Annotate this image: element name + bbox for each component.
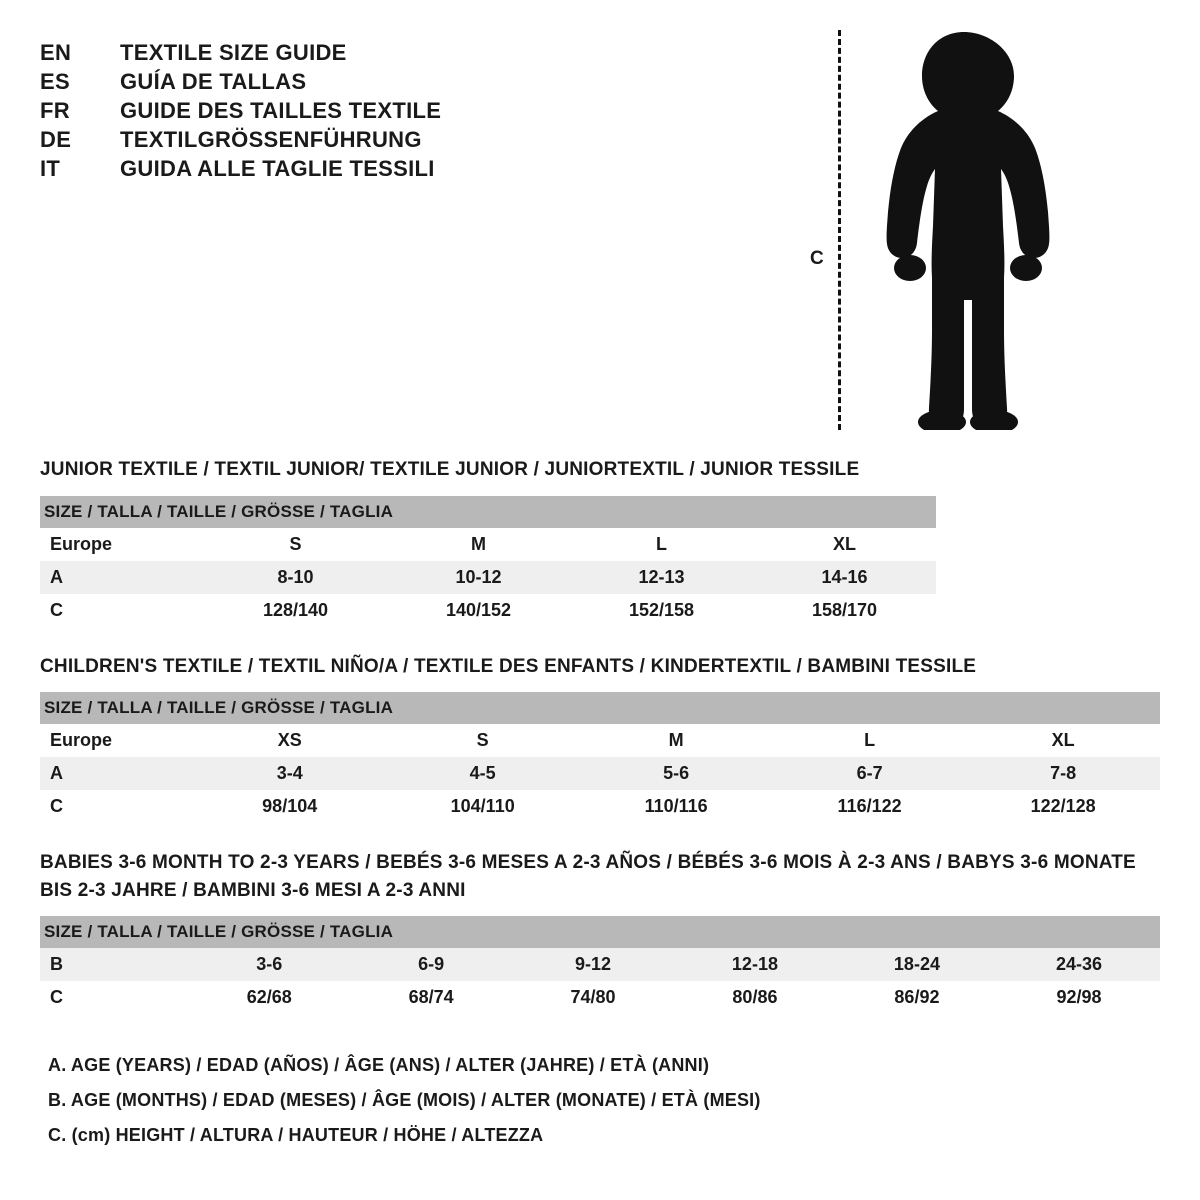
junior-size-table [40, 496, 936, 627]
table-row [40, 790, 1160, 823]
legend [40, 1048, 1160, 1153]
row-value: 12-13 [570, 561, 753, 594]
toddler-silhouette-icon [860, 30, 1070, 430]
row-value: 152/158 [570, 594, 753, 627]
language-code: IT [40, 156, 61, 182]
row-key: A [40, 757, 193, 790]
table-band-row [40, 692, 1160, 724]
band-label: SIZE / TALLA / TAILLE / GRÖSSE / TAGLIA [40, 692, 1160, 724]
row-value: 7-8 [966, 757, 1160, 790]
row-value: 5-6 [579, 757, 772, 790]
row-value: 116/122 [773, 790, 967, 823]
section-junior [40, 456, 1160, 627]
header-size: S [386, 724, 580, 757]
language-code: ES [40, 69, 70, 95]
header-size: M [579, 724, 772, 757]
row-value: 10-12 [387, 561, 570, 594]
language-row-en [40, 38, 441, 67]
table-row [40, 948, 1160, 981]
section-title: CHILDREN'S TEXTILE / TEXTIL NIÑO/A / TEXTILE DES ENFANTS / KINDERTEXTIL / BAMBINI TESSILE [40, 655, 977, 677]
row-value: 4-5 [386, 757, 580, 790]
table-row [40, 757, 1160, 790]
row-value: 86/92 [836, 981, 998, 1014]
language-title: TEXTILE SIZE GUIDE [120, 40, 347, 65]
table-header-row [40, 724, 1160, 757]
table-row [40, 561, 936, 594]
row-value: 98/104 [193, 790, 385, 823]
row-value: 158/170 [753, 594, 936, 627]
row-value: 3-4 [193, 757, 385, 790]
language-title: GUIDE DES TAILLES TEXTILE [120, 98, 442, 124]
table-row [40, 594, 936, 627]
header-size: XS [193, 724, 385, 757]
children-size-table [40, 692, 1160, 823]
row-value: 24-36 [998, 948, 1160, 981]
row-value: 110/116 [579, 790, 772, 823]
section-title: BABIES 3-6 MONTH TO 2-3 YEARS / BEBÉS 3-6 MESES A 2-3 AÑOS / BÉBÉS 3-6 MOIS À 2-3 ANS / BABYS 3-6 MONATE BIS 2-3 JAHRE / BAMBINI 3-6 MESI A 2-3 ANNI [40, 852, 1136, 901]
row-value: 74/80 [512, 981, 674, 1014]
row-value: 12-18 [674, 948, 836, 981]
section-babies [40, 849, 1160, 1014]
row-value: 14-16 [753, 561, 936, 594]
header [40, 30, 1160, 430]
language-row-it [40, 154, 441, 183]
row-value: 122/128 [966, 790, 1160, 823]
row-value: 140/152 [387, 594, 570, 627]
header-size: L [570, 528, 753, 561]
header-size: XL [966, 724, 1160, 757]
row-value: 128/140 [204, 594, 387, 627]
section-title: JUNIOR TEXTILE / TEXTIL JUNIOR/ TEXTILE JUNIOR / JUNIORTEXTIL / JUNIOR TESSILE [40, 459, 860, 480]
row-key: C [40, 594, 204, 627]
row-value: 8-10 [204, 561, 387, 594]
language-title: TEXTILGRÖSSENFÜHRUNG [120, 127, 422, 153]
header-size: XL [753, 528, 936, 561]
header-size: L [773, 724, 967, 757]
language-row-fr [40, 96, 441, 125]
row-key: B [40, 948, 188, 981]
row-value: 104/110 [386, 790, 580, 823]
language-title-list [40, 38, 441, 183]
row-key: A [40, 561, 204, 594]
row-value: 80/86 [674, 981, 836, 1014]
table-band-row [40, 496, 936, 528]
height-dashed-line [838, 30, 841, 430]
row-value: 18-24 [836, 948, 998, 981]
table-header-row [40, 528, 936, 561]
child-figure-diagram [810, 30, 1100, 430]
header-region: Europe [40, 528, 204, 561]
language-code: FR [40, 98, 70, 124]
row-value: 6-9 [350, 948, 512, 981]
row-value: 9-12 [512, 948, 674, 981]
legend-line-b: B. AGE (MONTHS) / EDAD (MESES) / ÂGE (MOIS) / ALTER (MONATE) / ETÀ (MESI) [48, 1090, 761, 1111]
language-code: EN [40, 40, 72, 65]
language-code: DE [40, 127, 72, 153]
band-label: SIZE / TALLA / TAILLE / GRÖSSE / TAGLIA [40, 916, 1160, 948]
row-key: C [40, 790, 193, 823]
band-label: SIZE / TALLA / TAILLE / GRÖSSE / TAGLIA [40, 496, 936, 528]
height-measure-label: C [810, 248, 824, 269]
row-value: 68/74 [350, 981, 512, 1014]
table-row [40, 981, 1160, 1014]
row-value: 92/98 [998, 981, 1160, 1014]
row-value: 62/68 [188, 981, 350, 1014]
language-row-de [40, 125, 441, 154]
legend-line-c: C. (cm) HEIGHT / ALTURA / HAUTEUR / HÖHE / ALTEZZA [48, 1125, 544, 1146]
row-value: 6-7 [773, 757, 967, 790]
babies-size-table [40, 916, 1160, 1014]
section-children [40, 653, 1160, 824]
table-band-row [40, 916, 1160, 948]
header-size: M [387, 528, 570, 561]
row-value: 3-6 [188, 948, 350, 981]
language-title: GUIDA ALLE TAGLIE TESSILI [120, 156, 435, 182]
row-key: C [40, 981, 188, 1014]
header-size: S [204, 528, 387, 561]
language-title: GUÍA DE TALLAS [120, 69, 307, 95]
legend-line-a: A. AGE (YEARS) / EDAD (AÑOS) / ÂGE (ANS) / ALTER (JAHRE) / ETÀ (ANNI) [48, 1055, 710, 1076]
language-row-es [40, 67, 441, 96]
header-region: Europe [40, 724, 193, 757]
